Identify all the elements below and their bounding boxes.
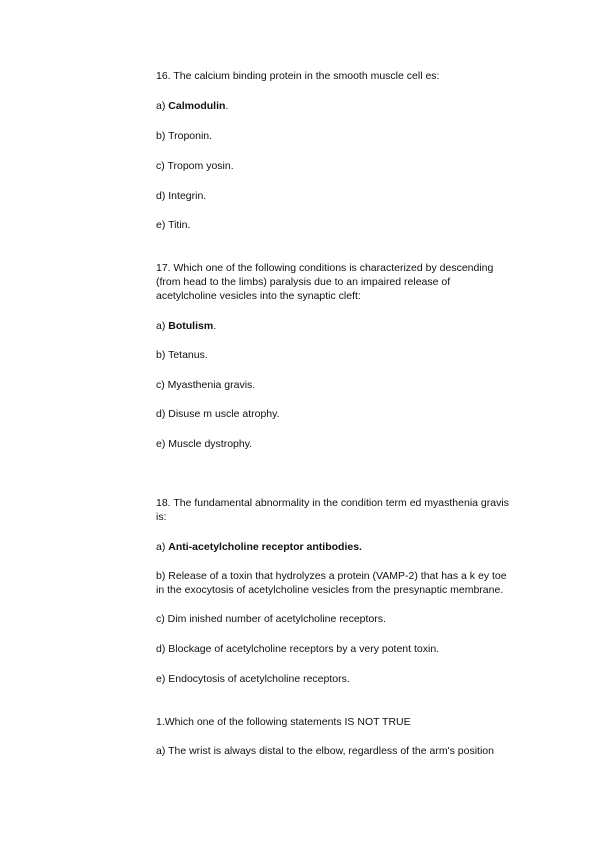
option-text: Tropom yosin. (167, 160, 234, 172)
option-text: Myasthenia gravis. (167, 379, 256, 391)
question-16-option-e (156, 219, 190, 232)
question-line: acetylcholine vesicles into the synaptic cleft: (156, 290, 361, 302)
option-text: Tetanus. (168, 349, 208, 361)
question-17-option-c (156, 379, 255, 392)
option-letter: d) (156, 190, 169, 202)
option-letter: b) (156, 130, 169, 142)
option-letter: b) (156, 349, 169, 361)
question-18-text-line-2 (156, 511, 167, 524)
question-16-option-d (156, 190, 206, 203)
option-text-continuation: in the exocytosis of acetylcholine vesicles from the presynaptic membrane. (156, 584, 504, 596)
question-17-option-a (156, 320, 216, 333)
option-text: Disuse m uscle atrophy. (168, 408, 280, 420)
question-17-text-line-1 (156, 262, 493, 275)
question-17-option-b (156, 349, 208, 362)
question-17-text-line-3 (156, 290, 361, 303)
option-text: Muscle dystrophy. (168, 438, 253, 450)
question-16-option-a (156, 100, 228, 113)
option-letter: a) (156, 541, 169, 553)
question-line: (from head to the limbs) paralysis due to an impaired release of (156, 276, 451, 288)
question-18-option-b-line-2 (156, 584, 503, 597)
correct-answer: Calmodulin (168, 100, 226, 112)
question-17-text-line-2 (156, 276, 450, 289)
question-17-option-e (156, 438, 252, 451)
question-16-option-b (156, 130, 212, 143)
option-letter: a) (156, 745, 169, 757)
option-letter: c) (156, 160, 168, 172)
option-text: Titin. (168, 219, 191, 231)
option-text: The wrist is always distal to the elbow, regardless of the arm's position (168, 745, 494, 757)
option-letter: d) (156, 643, 169, 655)
question-16-text (156, 70, 439, 83)
option-letter: e) (156, 219, 169, 231)
option-text: Integrin. (168, 190, 207, 202)
question-line: 16. The calcium binding protein in the smooth muscle cell es: (156, 70, 440, 82)
option-text: Endocytosis of acetylcholine receptors. (168, 673, 350, 685)
question-line: 1.Which one of the following statements IS NOT TRUE (156, 716, 411, 728)
question-18-option-b-line-1 (156, 570, 507, 583)
option-text: Release of a toxin that hydrolyzes a protein (VAMP-2) that has a k ey toe (168, 570, 507, 582)
option-letter: e) (156, 438, 169, 450)
question-18-option-a (156, 541, 362, 554)
option-text: Dim inished number of acetylcholine receptors. (167, 613, 386, 625)
option-suffix: . (213, 320, 217, 332)
question-line: is: (156, 511, 167, 523)
option-letter: c) (156, 613, 168, 625)
question-line: 17. Which one of the following conditions is characterized by descending (156, 262, 494, 274)
question-1-option-a (156, 745, 494, 758)
question-1-text (156, 716, 411, 729)
question-line: 18. The fundamental abnormality in the condition term ed myasthenia gravis (156, 497, 509, 509)
option-suffix: . (225, 100, 229, 112)
question-16-option-c (156, 160, 234, 173)
option-letter: b) (156, 570, 169, 582)
option-letter: d) (156, 408, 169, 420)
question-18-option-d (156, 643, 439, 656)
question-17-option-d (156, 408, 280, 421)
option-letter: a) (156, 320, 169, 332)
question-18-text-line-1 (156, 497, 509, 510)
correct-answer: Botulism (168, 320, 214, 332)
correct-answer: Anti-acetylcholine receptor antibodies. (168, 541, 362, 553)
option-text: Blockage of acetylcholine receptors by a very potent toxin. (168, 643, 440, 655)
question-18-option-e (156, 673, 350, 686)
option-letter: c) (156, 379, 168, 391)
option-letter: a) (156, 100, 169, 112)
option-letter: e) (156, 673, 169, 685)
option-text: Troponin. (168, 130, 213, 142)
question-18-option-c (156, 613, 386, 626)
